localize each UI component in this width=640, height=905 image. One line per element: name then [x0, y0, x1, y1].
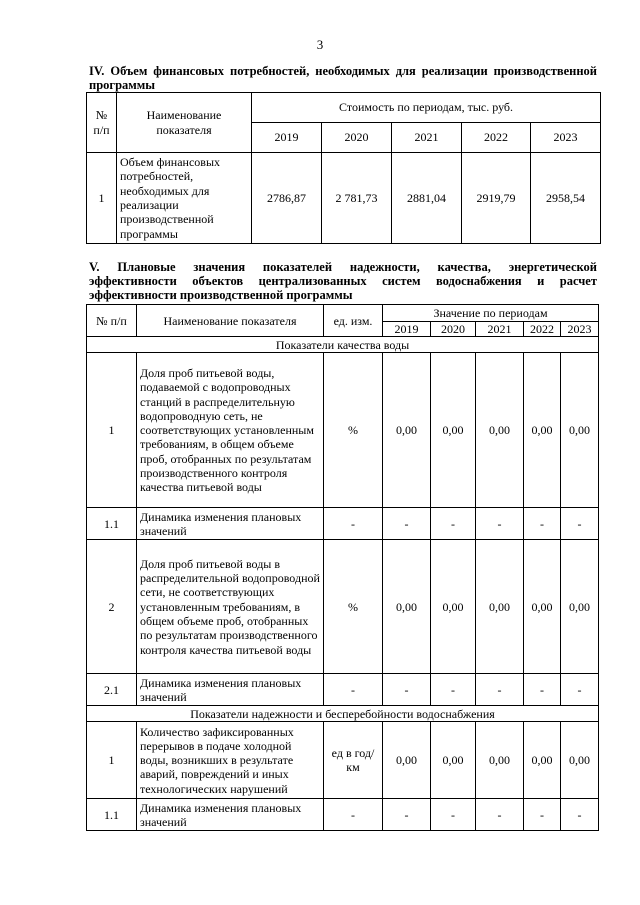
value-cell: - — [524, 674, 561, 706]
value-cell: - — [561, 674, 599, 706]
value-cell: - — [431, 508, 476, 540]
value-cell: 0,00 — [383, 540, 431, 674]
value-cell: 2 781,73 — [322, 153, 392, 244]
value-cell: 2881,04 — [392, 153, 462, 244]
row-unit: % — [324, 540, 383, 674]
value-cell: 0,00 — [431, 722, 476, 799]
value-cell: - — [524, 508, 561, 540]
row-name: Объем финансовых потребностей, необходимых для реализации производственной программы — [117, 153, 252, 244]
row-name: Количество зафиксированных перерывов в подаче холодной воды, возникших в результате аварий, повреждений и иных технологических нарушений — [137, 722, 324, 799]
value-cell: 0,00 — [431, 353, 476, 508]
year-header: 2023 — [561, 322, 599, 337]
col-unit-header: ед. изм. — [324, 305, 383, 337]
page-number: 3 — [316, 37, 324, 52]
row-num: 1 — [87, 353, 137, 508]
value-cell: 0,00 — [561, 540, 599, 674]
table-row — [87, 353, 599, 508]
col-num-header: № п/п — [87, 93, 117, 153]
table-row — [87, 540, 599, 674]
row-name: Динамика изменения плановых значений — [137, 674, 324, 706]
value-cell: 0,00 — [476, 353, 524, 508]
value-cell: 0,00 — [476, 722, 524, 799]
row-num: 2 — [87, 540, 137, 674]
value-cell: - — [476, 674, 524, 706]
value-cell: 0,00 — [561, 722, 599, 799]
value-cell: - — [383, 799, 431, 831]
period-header: Значение по периодам — [383, 305, 599, 322]
section4-title: IV. Объем финансовых потребностей, необходимых для реализации производственной программы — [89, 64, 597, 92]
row-num: 2.1 — [87, 674, 137, 706]
value-cell: 0,00 — [561, 353, 599, 508]
value-cell: 0,00 — [383, 722, 431, 799]
year-header: 2019 — [383, 322, 431, 337]
value-cell: - — [431, 674, 476, 706]
year-header: 2019 — [252, 123, 322, 153]
table-row — [87, 153, 601, 244]
row-unit: - — [324, 799, 383, 831]
year-header: 2021 — [476, 322, 524, 337]
value-cell: 0,00 — [524, 722, 561, 799]
row-num: 1 — [87, 722, 137, 799]
col-name-header: Наименование показателя — [137, 305, 324, 337]
value-cell: 2786,87 — [252, 153, 322, 244]
year-header: 2022 — [462, 123, 531, 153]
value-cell: - — [476, 799, 524, 831]
value-cell: - — [383, 674, 431, 706]
table-row — [87, 508, 599, 540]
group-header-reliability: Показатели надежности и бесперебойности водоснабжения — [87, 706, 599, 722]
row-unit: - — [324, 674, 383, 706]
table-row — [87, 722, 599, 799]
cost-header: Стоимость по периодам, тыс. руб. — [252, 93, 601, 123]
section5-title: V. Плановые значения показателей надежности, качества, энергетической эффективности объектов централизованных систем водоснабжения и расчет эффективности производственной программы — [89, 260, 597, 302]
value-cell: 2958,54 — [531, 153, 601, 244]
value-cell: 0,00 — [383, 353, 431, 508]
col-name-header: Наименование показателя — [117, 93, 252, 153]
year-header: 2023 — [531, 123, 601, 153]
value-cell: - — [431, 799, 476, 831]
year-header: 2021 — [392, 123, 462, 153]
value-cell: - — [561, 508, 599, 540]
value-cell: 0,00 — [524, 540, 561, 674]
value-cell: 0,00 — [524, 353, 561, 508]
value-cell: - — [524, 799, 561, 831]
table-row — [87, 799, 599, 831]
row-name: Динамика изменения плановых значений — [137, 799, 324, 831]
year-header: 2022 — [524, 322, 561, 337]
year-header: 2020 — [322, 123, 392, 153]
row-unit: % — [324, 353, 383, 508]
table-row — [87, 674, 599, 706]
value-cell: 0,00 — [476, 540, 524, 674]
value-cell: - — [383, 508, 431, 540]
row-name: Доля проб питьевой воды в распределительной водопроводной сети, не соответствующих установленным требованиям, в общем объеме проб, отобранных по результатам производственного контроля качества питьевой воды — [137, 540, 324, 674]
row-name: Доля проб питьевой воды, подаваемой с водопроводных станций в распределительную водопроводную сеть, не соответствующих установленным требованиям, в общем объеме проб, отобранных по результатам производственного контроля качества питьевой воды — [137, 353, 324, 508]
value-cell: 0,00 — [431, 540, 476, 674]
value-cell: 2919,79 — [462, 153, 531, 244]
col-num-header: № п/п — [87, 305, 137, 337]
row-num: 1 — [87, 153, 117, 244]
row-num: 1.1 — [87, 799, 137, 831]
row-num: 1.1 — [87, 508, 137, 540]
indicators-table — [86, 304, 599, 831]
financial-needs-table — [86, 92, 601, 244]
group-header-quality: Показатели качества воды — [87, 337, 599, 353]
row-unit: ед в год/ км — [324, 722, 383, 799]
value-cell: - — [561, 799, 599, 831]
value-cell: - — [476, 508, 524, 540]
row-unit: - — [324, 508, 383, 540]
year-header: 2020 — [431, 322, 476, 337]
row-name: Динамика изменения плановых значений — [137, 508, 324, 540]
